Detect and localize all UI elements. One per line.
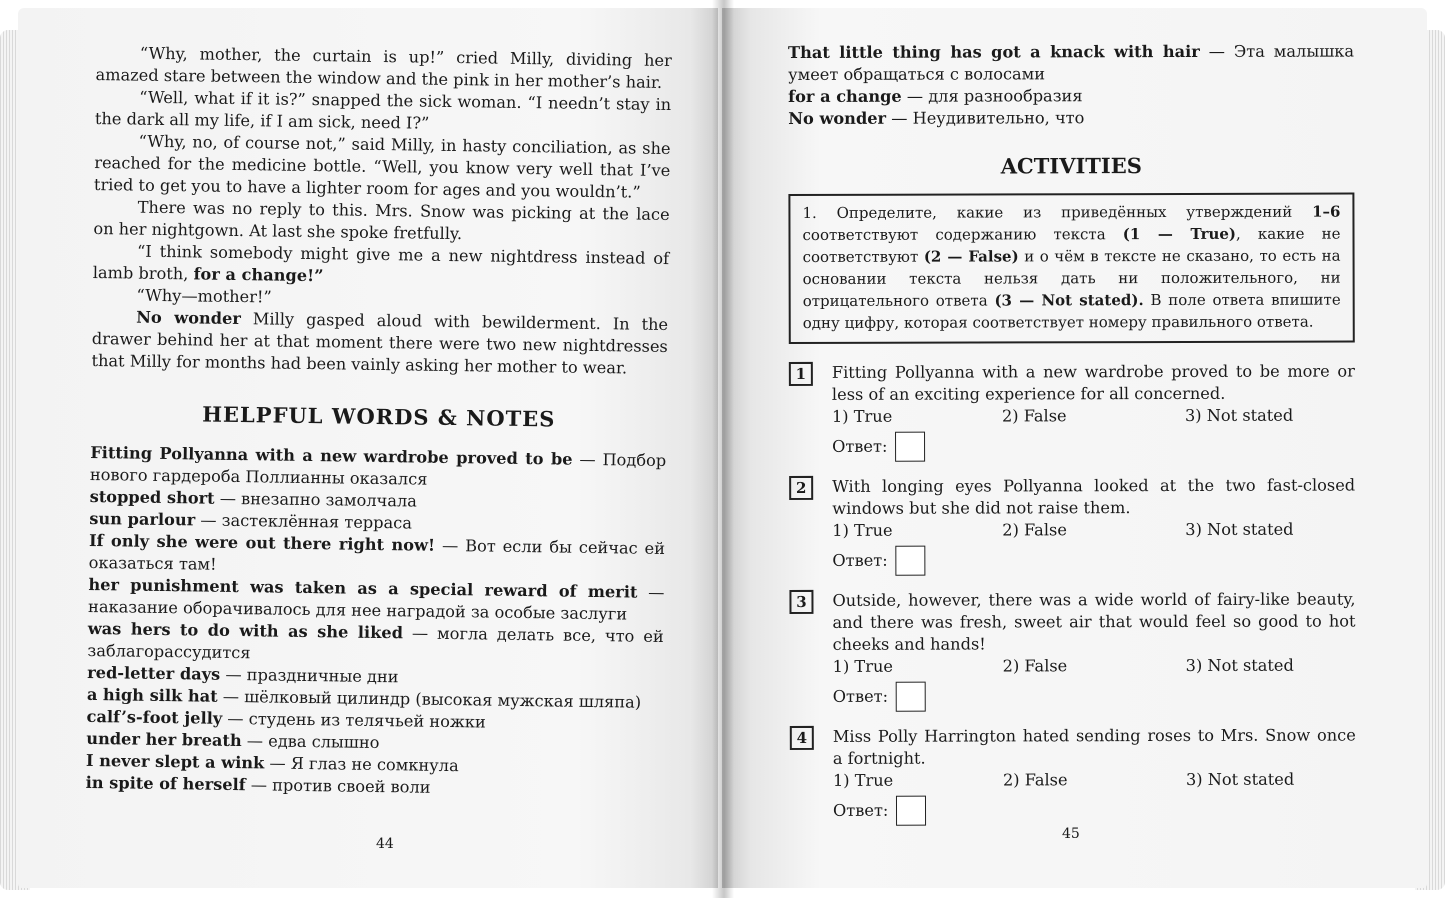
answer-options bbox=[832, 519, 1355, 542]
task-text-bold: (1 — True) bbox=[1122, 224, 1237, 244]
dash: — bbox=[441, 535, 459, 556]
story-text: “I think somebody might give me a new nightdress instead of lamb broth, bbox=[92, 241, 670, 284]
option-true: 1) True bbox=[831, 406, 893, 426]
glossary-translation: Подбор нового гардероба Поллианны оказался bbox=[89, 450, 667, 489]
glossary-term: in spite of herself bbox=[85, 772, 246, 795]
glossary-translation: Неудивительно, что bbox=[912, 108, 1085, 128]
task-text: и о чём в тексте не сказано, то есть на основании текста нельзя дать ни положительного, ни отрицательного ответа bbox=[802, 246, 1341, 310]
option-false: 2) False bbox=[1002, 770, 1068, 790]
question-number: 1 bbox=[789, 362, 813, 386]
glossary-entry bbox=[788, 41, 1354, 86]
dash: — bbox=[227, 708, 244, 729]
glossary-term: under her breath bbox=[86, 728, 242, 751]
glossary-term: Fitting Pollyanna with a new wardrobe proved to be bbox=[90, 442, 573, 469]
task-instructions bbox=[802, 201, 1340, 334]
glossary-translation: Я глаз не сомкнула bbox=[290, 753, 459, 776]
answer-box[interactable] bbox=[896, 796, 926, 826]
dash: — bbox=[891, 108, 908, 128]
activities-heading: ACTIVITIES bbox=[1000, 153, 1142, 179]
question-body bbox=[833, 725, 1356, 826]
book-spine-gutter bbox=[712, 0, 734, 898]
option-not-stated: 3) Not stated bbox=[1184, 405, 1294, 425]
answer-box[interactable] bbox=[896, 682, 926, 712]
question-statement: Outside, however, there was a wide world of fairy-like beauty, and there was fresh, sweet air that would feel so good to hot cheeks and hands! bbox=[832, 589, 1356, 654]
dash: — bbox=[648, 582, 665, 602]
question-item bbox=[789, 475, 1355, 576]
glossary-entry bbox=[788, 107, 1354, 130]
glossary-term: red-letter days bbox=[87, 662, 221, 684]
glossary-translation: внезапно замолчала bbox=[240, 489, 418, 511]
glossary-list bbox=[86, 442, 667, 802]
glossary-term: a high silk hat bbox=[86, 684, 218, 706]
answer-label: Ответ: bbox=[832, 800, 889, 820]
right-page-content bbox=[788, 41, 1356, 826]
glossary-translation: для разнообразия bbox=[928, 86, 1083, 106]
question-statement: With longing eyes Pollyanna looked at the two fast-closed windows but she did not raise them. bbox=[832, 475, 1356, 518]
option-false: 2) False bbox=[1002, 656, 1068, 676]
task-text: , какие не соответствуют bbox=[802, 224, 1341, 266]
question-body bbox=[832, 589, 1355, 712]
dash: — bbox=[246, 731, 264, 751]
glossary-term: was hers to do with as she liked bbox=[87, 618, 404, 643]
glossary-translation: против своей воли bbox=[272, 775, 431, 797]
glossary-translation: Эта малышка умеет обращаться с волосами bbox=[788, 41, 1355, 84]
option-true: 1) True bbox=[832, 656, 893, 676]
option-false: 2) False bbox=[1001, 406, 1067, 426]
glossary-translation: наказание оборачивалось для нее наградой за особые заслуги bbox=[87, 596, 628, 624]
highlighted-phrase: No wonder bbox=[136, 307, 242, 329]
glossary-translation: едва слышно bbox=[268, 731, 380, 753]
task-text-bold: 1–6 bbox=[1312, 202, 1341, 221]
answer-label: Ответ: bbox=[832, 686, 889, 706]
dash: — bbox=[906, 86, 924, 106]
dash: — bbox=[411, 623, 429, 643]
glossary-term: I never slept a wink bbox=[85, 750, 265, 773]
answer-box[interactable] bbox=[895, 432, 925, 462]
glossary-entry bbox=[788, 85, 1354, 108]
glossary-translation: шёлковый цилиндр (высокая мужская шляпа) bbox=[244, 687, 642, 712]
glossary-term: If only she were out there right now! bbox=[88, 530, 436, 555]
question-statement: Fitting Pollyanna with a new wardrobe proved to be more or less of an exciting experience for all concerned. bbox=[831, 361, 1355, 404]
glossary-term: her punishment was taken as a special reward of merit bbox=[88, 574, 638, 602]
glossary-term: stopped short bbox=[89, 486, 215, 508]
answer-row bbox=[832, 545, 1355, 576]
left-page-content bbox=[86, 42, 672, 802]
dash: — bbox=[579, 449, 596, 470]
task-text: соответствуют содержанию текста bbox=[802, 225, 1106, 244]
option-true: 1) True bbox=[832, 520, 893, 540]
question-body bbox=[832, 475, 1355, 576]
story-text: Milly gasped aloud with bewilderment. In the drawer behind her at that moment there were two new nightdresses that Milly for months had been vainly asking her mother to wear. bbox=[91, 309, 669, 378]
glossary-term: sun parlour bbox=[89, 508, 196, 530]
answer-row bbox=[833, 681, 1356, 712]
story-paragraph: “Why—mother!” bbox=[136, 285, 272, 307]
answer-options bbox=[832, 405, 1355, 428]
option-false: 2) False bbox=[1002, 520, 1067, 540]
story-paragraph: There was no reply to this. Mrs. Snow was picking at the lace on her nightgown. At last she spoke fretfully. bbox=[93, 197, 670, 244]
task-instructions-box bbox=[788, 193, 1354, 344]
answer-label: Ответ: bbox=[832, 436, 888, 456]
answer-row bbox=[832, 431, 1355, 462]
glossary-term: for a change bbox=[788, 86, 902, 106]
story-paragraph bbox=[91, 306, 668, 380]
glossary-term: No wonder bbox=[788, 108, 887, 128]
answer-options bbox=[833, 655, 1356, 678]
dash: — bbox=[225, 664, 242, 685]
glossary-translation: застеклённая терраса bbox=[221, 510, 413, 533]
question-body bbox=[832, 361, 1355, 462]
notes-heading: HELPFUL WORDS & NOTES bbox=[202, 401, 556, 432]
question-number: 3 bbox=[789, 590, 813, 614]
dash: — bbox=[1208, 41, 1225, 61]
dash: — bbox=[219, 488, 237, 508]
question-item bbox=[790, 725, 1356, 826]
glossary-list-continued bbox=[788, 41, 1354, 130]
task-text-bold: (3 — Not stated). bbox=[994, 291, 1144, 310]
story-paragraph: “Why, no, of course not,” said Milly, in hasty conciliation, as she reached for the medicine bottle. “Well, you know very well that I’ve tried to get you to have a lighter room for ages and you wouldn’t.” bbox=[93, 131, 671, 202]
page-number-left: 44 bbox=[376, 836, 394, 852]
answer-label: Ответ: bbox=[832, 550, 888, 570]
answer-options bbox=[833, 769, 1356, 792]
option-true: 1) True bbox=[832, 770, 894, 790]
glossary-term: calf’s-foot jelly bbox=[86, 706, 223, 728]
task-text: 1. Определите, какие из приведённых утверждений bbox=[802, 202, 1293, 222]
dash: — bbox=[269, 753, 286, 773]
glossary-translation: праздничные дни bbox=[246, 665, 399, 687]
story-paragraph: “Well, what if it is?” snapped the sick woman. “I needn’t stay in the dark all my life, if I am sick, need I?” bbox=[94, 87, 672, 133]
highlighted-phrase: for a change!” bbox=[193, 264, 324, 286]
option-not-stated: 3) Not stated bbox=[1185, 519, 1294, 539]
option-not-stated: 3) Not stated bbox=[1185, 655, 1294, 675]
glossary-term: That little thing has got a knack with hair bbox=[788, 41, 1200, 62]
task-text-bold: (2 — False) bbox=[923, 247, 1019, 266]
dash: — bbox=[250, 775, 268, 795]
story-paragraph: “Why, mother, the curtain is up!” cried Milly, dividing her amazed stare between the window and the pink in her mother’s hair. bbox=[95, 43, 672, 92]
question-item bbox=[789, 361, 1355, 462]
option-not-stated: 3) Not stated bbox=[1185, 769, 1295, 789]
question-number: 4 bbox=[790, 726, 814, 750]
question-number: 2 bbox=[789, 476, 813, 500]
dash: — bbox=[200, 510, 217, 530]
glossary-translation: могла делать все, что ей заблагорассудится bbox=[87, 623, 664, 663]
page-number-right: 45 bbox=[1062, 826, 1080, 842]
question-statement: Miss Polly Harrington hated sending roses to Mrs. Snow once a fortnight. bbox=[832, 725, 1356, 768]
answer-row bbox=[833, 795, 1356, 826]
glossary-translation: Вот если бы сейчас ей оказаться там! bbox=[88, 536, 666, 574]
question-item bbox=[789, 589, 1355, 712]
answer-box[interactable] bbox=[896, 546, 926, 576]
glossary-translation: студень из телячьей ножки bbox=[248, 709, 486, 732]
dash: — bbox=[222, 686, 240, 707]
task-text: В поле ответа впишите одну цифру, которая соответствует номеру правильного ответа. bbox=[802, 290, 1341, 332]
